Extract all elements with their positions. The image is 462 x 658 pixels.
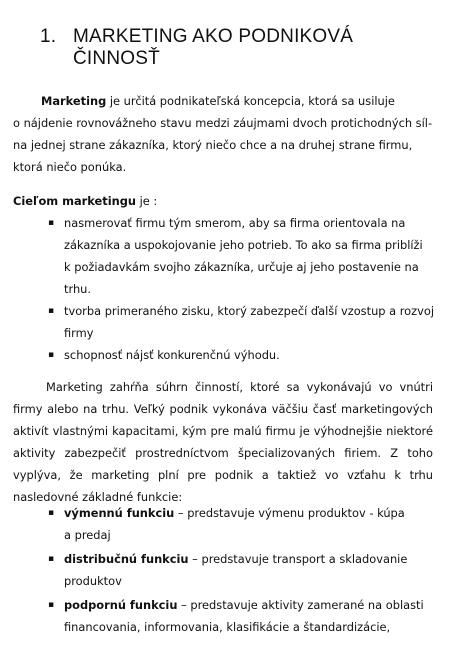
- goals-heading-rest: je :: [136, 194, 158, 208]
- bullet-icon: ▪: [48, 218, 55, 228]
- goal-line: nasmerovať firmu tým smerom, aby sa firma orientovala na: [64, 216, 406, 230]
- function-line: [64, 548, 438, 570]
- function-item: [48, 548, 438, 592]
- intro-line: [13, 90, 433, 112]
- bullet-icon: ▪: [48, 600, 55, 610]
- function-desc: – predstavuje transport a skladovanie: [188, 552, 408, 566]
- bullet-icon: ▪: [48, 350, 55, 360]
- chapter-title-line2: ČINNOSŤ: [73, 48, 160, 69]
- intro-line1-rest: je určitá podnikateľská koncepcia, ktorá sa usiluje: [106, 94, 395, 108]
- goal-line: schopnosť nájsť konkurenčnú výhodu.: [64, 348, 280, 362]
- function-name: výmennú funkciu: [64, 506, 175, 520]
- goals-heading: [13, 190, 157, 212]
- functions-paragraph: [13, 376, 433, 508]
- bullet-icon: ▪: [48, 508, 55, 518]
- chapter-title-line1: MARKETING AKO PODNIKOVÁ: [73, 26, 354, 47]
- function-line: a predaj: [64, 528, 111, 542]
- intro-term: Marketing: [41, 94, 107, 108]
- functions-list: [48, 502, 438, 640]
- goal-line: firmy: [64, 326, 94, 340]
- function-item: [48, 594, 438, 638]
- goals-list: [48, 212, 438, 366]
- bullet-icon: ▪: [48, 554, 55, 564]
- intro-line: ktorá niečo ponúka.: [13, 160, 127, 174]
- goal-line: zákazníka a uspokojovanie jeho potrieb. To ako sa firma priblíži: [64, 238, 423, 252]
- function-name: podpornú funkciu: [64, 598, 178, 612]
- goal-line: tvorba primeraného zisku, ktorý zabezpečí ďalší vzostup a rozvoj: [64, 304, 435, 318]
- function-line: produktov: [64, 574, 122, 588]
- bullet-icon: ▪: [48, 306, 55, 316]
- goal-item: [48, 300, 438, 344]
- paragraph-line: nasledovné základné funkcie:: [13, 490, 183, 504]
- function-desc: – predstavuje výmenu produktov - kúpa: [174, 506, 405, 520]
- goal-line: k požiadavkám svojho zákazníka, určuje aj jeho postavenie na: [64, 260, 419, 274]
- goal-item: [48, 212, 438, 300]
- function-item: [48, 502, 438, 546]
- function-line: financovania, informovania, klasifikácie a štandardizácie,: [64, 620, 391, 634]
- paragraph-line: firmy alebo na trhu. Veľký podnik vykonáva väčšiu časť marketingových: [13, 402, 433, 416]
- intro-paragraph: [13, 90, 433, 178]
- goal-item: [48, 344, 438, 366]
- goal-line: trhu.: [64, 282, 92, 296]
- intro-line: o nájdenie rovnovážneho stavu medzi záujmami dvoch protichodných síl-: [13, 116, 433, 130]
- function-line: [64, 594, 438, 616]
- paragraph-line: aktivity zabezpečiť prostredníctvom špecializovaných firiem. Z toho: [13, 446, 433, 460]
- paragraph-line: Marketing zahŕňa súhrn činností, ktoré sa vykonávajú vo vnútri: [46, 380, 433, 394]
- function-line: [64, 502, 438, 524]
- paragraph-line: aktivít vlastnými kapacitami, kým pre malú firmu je výhodnejšie niektoré: [13, 424, 433, 438]
- chapter-number: 1.: [40, 26, 57, 47]
- intro-line: na jednej strane zákazníka, ktorý niečo chce a na druhej strane firmu,: [13, 138, 413, 152]
- function-name: distribučnú funkciu: [64, 552, 189, 566]
- paragraph-line: vyplýva, že marketing plní pre podnik a taktiež vo vzťahu k trhu: [13, 468, 433, 482]
- function-desc: – predstavuje aktivity zamerané na oblasti: [177, 598, 424, 612]
- chapter-title: [73, 26, 373, 70]
- goals-heading-bold: Cieľom marketingu: [13, 194, 136, 208]
